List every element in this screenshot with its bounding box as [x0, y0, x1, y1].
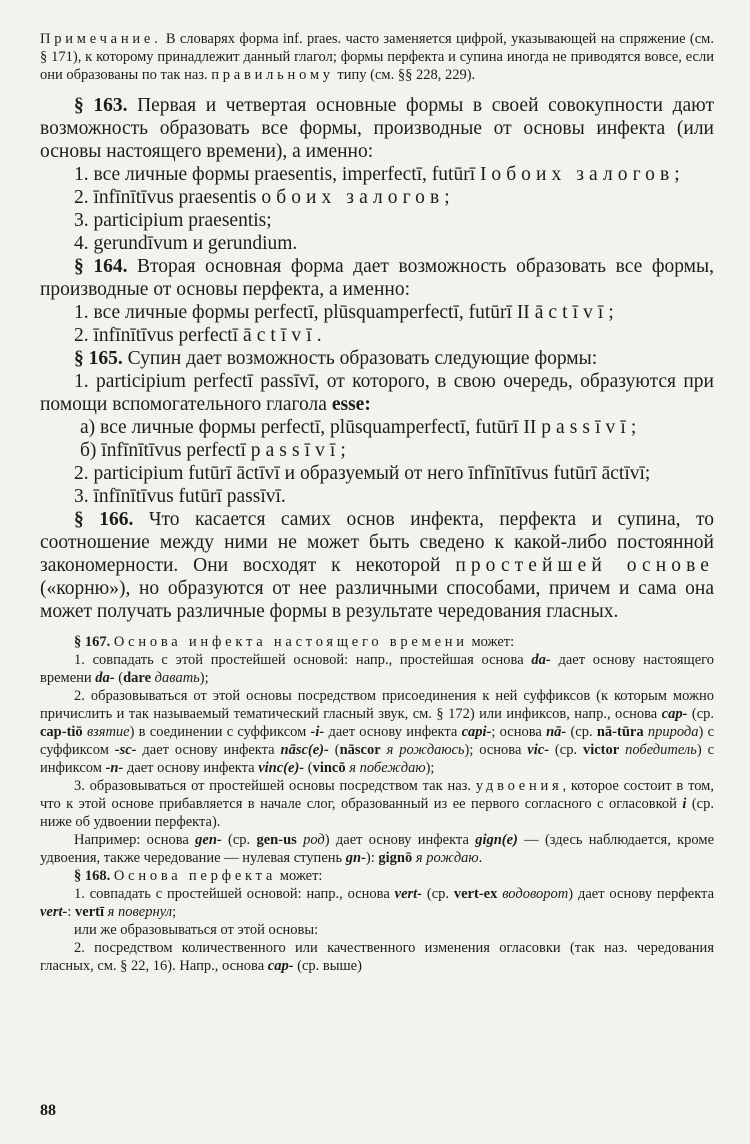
emphasis-text: vic-: [527, 742, 550, 758]
emphasis-text: § 164.: [74, 256, 128, 277]
page-number: 88: [40, 1102, 56, 1119]
paragraph: [40, 633, 714, 651]
text-run: 4. gerundīvum и gerundium.: [74, 233, 298, 254]
text-run: может:: [276, 868, 323, 884]
text-run: (: [304, 760, 313, 776]
text-run: дает основу инфекта: [136, 742, 281, 758]
emphasis-text: i: [682, 796, 687, 812]
emphasis-text: cap-tiō: [40, 724, 83, 740]
text-run: дает основу инфекта: [324, 724, 462, 740]
paragraph: [40, 416, 714, 439]
text-run: 1. все личные формы praesentis, imperfectī, futūrī I: [74, 164, 492, 185]
text-run: (ср.: [549, 742, 583, 758]
emphasis-text: nā-tūra: [596, 724, 644, 740]
spaced-emphasis: обоих залогов: [261, 187, 445, 208]
paragraph: [40, 687, 714, 777]
emphasis-text: gen-: [195, 832, 222, 848]
text-run: дает основу инфекта: [123, 760, 259, 776]
text-run: (ср. выше): [293, 958, 362, 974]
text-run: ; основа: [491, 724, 547, 740]
emphasis-text: da-: [95, 670, 115, 686]
text-run: Супин дает возможность образовать следующие формы:: [122, 348, 598, 369]
text-run: .: [316, 325, 322, 346]
paragraph: [40, 651, 714, 687]
emphasis-text: nāsc(e)-: [280, 742, 329, 758]
emphasis-text: я побеждаю: [349, 760, 426, 776]
paragraph: [40, 324, 714, 347]
emphasis-text: природа: [647, 724, 699, 740]
paragraph: [40, 939, 714, 975]
text-run: 2. participium futūrī āctīvī и образуемый от него īnfīnītīvus futūrī āctīvī;: [74, 463, 651, 484]
text-run: :: [67, 904, 76, 920]
emphasis-text: capi-: [461, 724, 492, 740]
emphasis-text: род: [303, 832, 325, 848]
text-run: ) дает основу перфекта: [568, 886, 715, 902]
emphasis-text: vert-ex: [453, 886, 498, 902]
paragraph: [40, 347, 714, 370]
text-run: (ср.: [687, 706, 715, 722]
emphasis-text: § 167.: [74, 634, 111, 650]
text-run: ;: [172, 904, 177, 920]
emphasis-text: vert-: [394, 886, 423, 902]
text-run: (: [114, 670, 124, 686]
text-run: , которое состоит в том, что к этой основе прибавляется в начале слог, образованный из ее первого согласного с огласовкой: [40, 778, 714, 812]
text-run: a) все личные формы perfectī, plūsquamperfectī, futūrī II: [80, 417, 542, 438]
emphasis-text: vincō: [312, 760, 346, 776]
text-run: .: [478, 850, 483, 866]
main-text-section: [40, 94, 714, 623]
text-run: (ср. ниже об удвоении перфекта).: [40, 796, 714, 830]
emphasis-text: -sc-: [114, 742, 137, 758]
paragraph: [40, 462, 714, 485]
text-run: ) дает основу инфекта: [324, 832, 476, 848]
text-run: 3. образовываться от простейшей основы посредством так наз.: [74, 778, 476, 794]
spaced-emphasis: passīvī: [541, 417, 631, 438]
emphasis-text: gn-: [345, 850, 366, 866]
spaced-emphasis: āctīvī: [534, 302, 609, 323]
text-run: (ср.: [422, 886, 454, 902]
emphasis-text: nā-: [546, 724, 567, 740]
paragraph: [40, 831, 714, 867]
text-run: В словарях форма inf. praes. часто заменяется цифрой, указывающей на спряжение (см. § 171), к которому принадлежит данный глагол; формы перфекта и супина иногда не приводятся вовсе, если они образованы по так наз.: [40, 31, 714, 83]
emphasis-text: vinc(e)-: [258, 760, 305, 776]
text-run: ;: [444, 187, 450, 208]
emphasis-text: cap-: [267, 958, 294, 974]
text-run: ;: [674, 164, 680, 185]
emphasis-text: gign(e): [475, 832, 518, 848]
paragraph: [40, 301, 714, 324]
text-run: Например: основа: [74, 832, 196, 848]
paragraph: [40, 867, 714, 885]
emphasis-text: § 166.: [74, 509, 134, 530]
text-run: ):: [365, 850, 379, 866]
text-run: ) с суффиксом: [40, 724, 715, 758]
emphasis-text: esse:: [331, 394, 371, 415]
paragraph: [40, 255, 714, 301]
emphasis-text: gignō: [378, 850, 413, 866]
text-run: 3. īnfīnītīvus futūrī passīvī.: [74, 486, 286, 507]
emphasis-text: § 165.: [74, 348, 123, 369]
paragraph: [40, 209, 714, 232]
emphasis-text: da-: [531, 652, 551, 668]
spaced-emphasis: удвоения: [475, 778, 563, 794]
emphasis-text: взятие: [86, 724, 130, 740]
paragraph: [40, 777, 714, 831]
text-run: или же образовываться от этой основы:: [74, 922, 319, 938]
emphasis-text: nāscor: [339, 742, 381, 758]
text-run: ;: [630, 417, 637, 438]
spaced-emphasis: простейшей основе: [455, 555, 714, 576]
paragraph: [40, 370, 714, 416]
spaced-emphasis: Основа перфекта: [113, 868, 277, 884]
text-run: 1. совпадать с этой простейшей основой: напр., простейшая основа: [74, 652, 532, 668]
emphasis-text: § 163.: [74, 95, 128, 116]
paragraph: [40, 94, 714, 163]
paragraph: [40, 885, 714, 921]
text-run: может:: [467, 634, 515, 650]
text-run: 2. образовываться от этой основы посредством присоединения к ней суффиксов (к которым можно причислить и так называемый тематический гласный звук, см. § 172) или инфиксов, напр., основа: [40, 688, 714, 722]
emphasis-text: victor: [582, 742, 620, 758]
emphasis-text: победитель: [625, 742, 697, 758]
emphasis-text: vertī: [75, 904, 105, 920]
text-run: 1. все личные формы perfectī, plūsquamperfectī, futūrī II: [74, 302, 535, 323]
emphasis-text: я повернул: [107, 904, 173, 920]
text-run: Что касается самих основ инфекта, перфекта и супина, то соотношение между ними не может быть сведено к какой-либо постоянной закономерности. Они восходят к некоторой: [40, 509, 714, 576]
text-run: ) в соединении с суффиксом: [129, 724, 311, 740]
paragraph: [40, 485, 714, 508]
text-run: 2. īnfīnītīvus praesentis: [74, 187, 262, 208]
text-run: );: [425, 760, 435, 776]
emphasis-text: -i-: [310, 724, 325, 740]
note-paragraph: [40, 30, 714, 84]
spaced-emphasis: passīvī: [250, 440, 341, 461]
text-run: (ср.: [566, 724, 597, 740]
text-run: ) с инфиксом: [40, 742, 715, 776]
emphasis-text: я рождаюсь: [386, 742, 465, 758]
text-run: );: [199, 670, 209, 686]
emphasis-text: cap-: [661, 706, 688, 722]
text-run: Вторая основная форма дает возможность образовать все формы, производные от основы перфекта, а именно:: [40, 256, 714, 300]
paragraph: [40, 508, 714, 623]
text-run: (ср.: [221, 832, 257, 848]
text-run: 2. посредством количественного или качественного изменения огласовки (так наз. чередования гласных, см. § 22, 16). Напр., основа: [40, 940, 714, 974]
text-run: Первая и четвертая основные формы в своей совокупности дают возможность образовать все формы, производные от основы инфекта (или основы настоящего времени), а именно:: [40, 95, 714, 162]
paragraph: [40, 921, 714, 939]
text-run: («корню»), но образуются от нее различными способами, причем и сама она может получать различные формы в результате чередования гласных.: [40, 578, 714, 622]
text-run: б) īnfīnītīvus perfectī: [80, 440, 251, 461]
text-run: 1. совпадать с простейшей основой: напр., основа: [74, 886, 395, 902]
paragraph: [40, 163, 714, 186]
text-run: ;: [608, 302, 614, 323]
spaced-emphasis: правильному: [211, 67, 334, 83]
spaced-emphasis: āctīvī: [242, 325, 317, 346]
text-run: 2. īnfīnītīvus perfectī: [74, 325, 243, 346]
emphasis-text: dare: [123, 670, 152, 686]
spaced-emphasis: обоих залогов: [491, 164, 675, 185]
paragraph: [40, 439, 714, 462]
emphasis-text: давать: [154, 670, 200, 686]
emphasis-text: § 168.: [74, 868, 111, 884]
emphasis-text: gen-us: [256, 832, 297, 848]
text-run: (: [328, 742, 340, 758]
spaced-emphasis: Основа инфекта настоящего времени: [113, 634, 468, 650]
text-run: — (здесь наблюдается, кроме удвоения, также чередование — нулевая ступень: [40, 832, 715, 866]
text-run: 3. participium praesentis;: [74, 210, 272, 231]
text-run: 1. participium perfectī passīvī, от которого, в свою очередь, образуются при помощи вспомогательного глагола: [40, 371, 714, 415]
text-run: типу (см. §§ 228, 229).: [333, 67, 476, 83]
spaced-emphasis: Примечание.: [40, 31, 162, 47]
emphasis-text: vert-: [40, 904, 68, 920]
emphasis-text: водоворот: [502, 886, 569, 902]
small-print-section: [40, 633, 714, 975]
text-run: дает основу настоящего времени: [40, 652, 714, 686]
paragraph: [40, 186, 714, 209]
text-run: ;: [340, 440, 346, 461]
emphasis-text: я рождаю: [415, 850, 479, 866]
text-run: ); основа: [464, 742, 528, 758]
emphasis-text: -n-: [105, 760, 124, 776]
paragraph: [40, 232, 714, 255]
